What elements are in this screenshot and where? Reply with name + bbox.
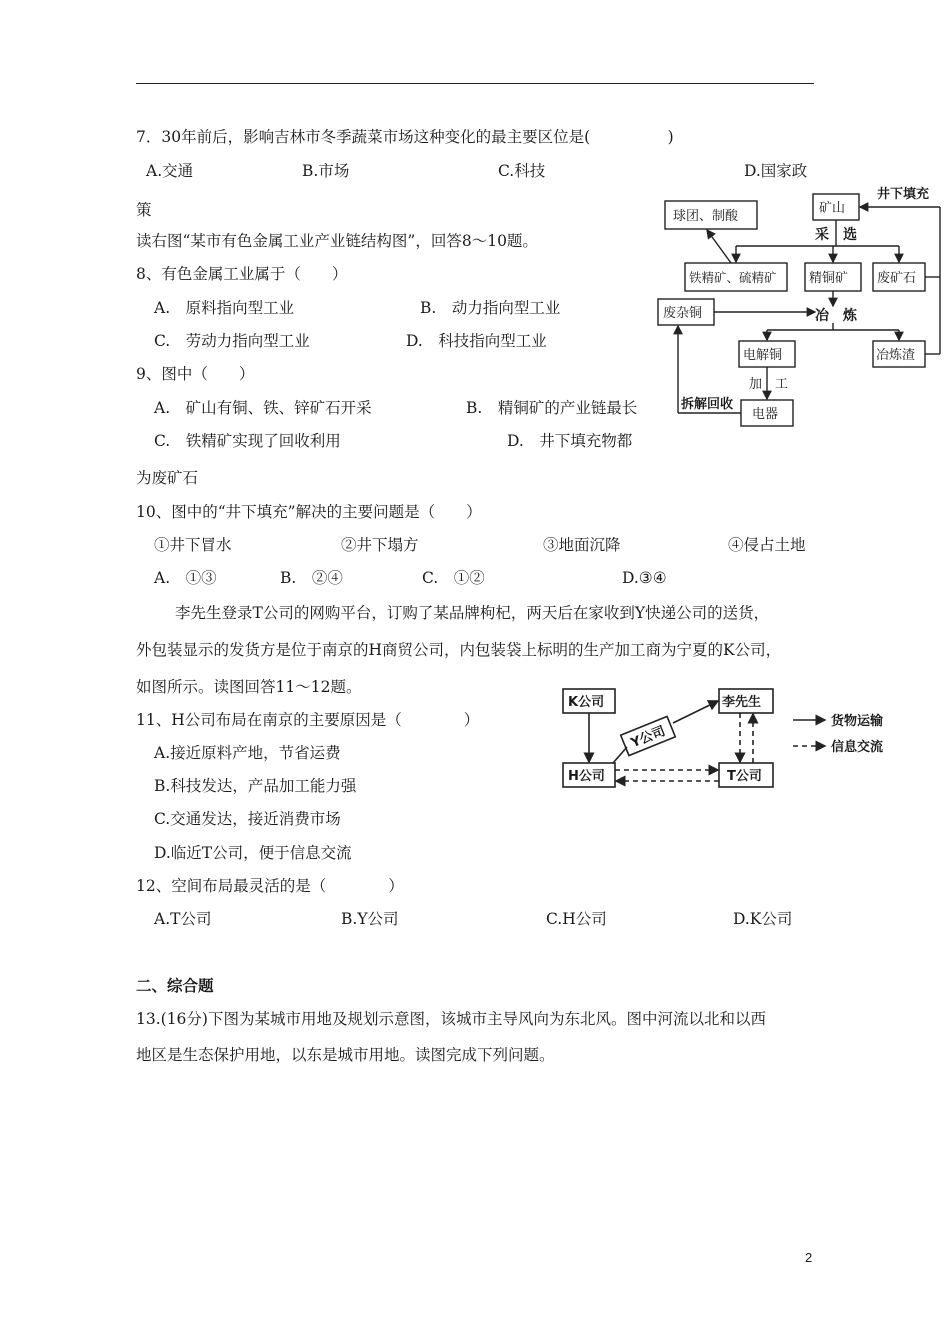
q7-option-d-continued: 策	[136, 201, 152, 219]
q7-option-c: C.科技	[498, 162, 546, 180]
label-kuangshan: 矿山	[819, 201, 846, 216]
q8-option-d: D. 科技指向型工业	[406, 332, 547, 350]
q7-option-a: A.交通	[146, 162, 194, 180]
q9-option-d-continued: 为废矿石	[136, 469, 199, 487]
q12-option-b: B.Y公司	[341, 910, 399, 928]
q10-item-2: ②井下塌方	[341, 536, 419, 554]
legend-info: 信息交流	[831, 740, 884, 755]
label-y: Y公司	[629, 723, 668, 752]
passage-line-2: 外包装显示的发货方是位于南京的H商贸公司，内包装袋上标明的生产加工商为宁夏的K公司，	[136, 641, 782, 659]
label-dianqi: 电器	[752, 407, 779, 422]
q12-option-c: C.H公司	[546, 910, 607, 928]
industry-chain-diagram	[655, 178, 947, 434]
label-li: 李先生	[722, 695, 762, 710]
q8-option-b: B. 动力指向型工业	[420, 299, 561, 317]
page-number: 2	[805, 1250, 813, 1265]
intro-8-10: 读右图“某市有色金属工业产业链结构图”，回答8～10题。	[136, 232, 538, 250]
q13-line-2: 地区是生态保护用地，以东是城市用地。读图完成下列问题。	[136, 1046, 555, 1064]
q12-option-d: D.K公司	[733, 910, 793, 928]
label-caixuan: 采 选	[815, 227, 857, 243]
section-title: 二、综合题	[136, 977, 214, 995]
label-k: K公司	[568, 695, 605, 710]
company-flow-diagram	[555, 683, 905, 795]
passage-line-3: 如图所示。读图回答11～12题。	[136, 678, 362, 696]
q8-option-c: C. 劳动力指向型工业	[154, 332, 310, 350]
q10-item-4: ④侵占土地	[728, 536, 806, 554]
label-yezha: 冶炼渣	[876, 348, 916, 363]
label-jiagong: 加 工	[749, 377, 789, 392]
q9-option-c: C. 铁精矿实现了回收利用	[154, 432, 341, 450]
label-jingxia: 井下填充	[877, 187, 930, 202]
q10-stem: 10、图中的“井下填充”解决的主要问题是（ ）	[136, 503, 482, 521]
q12-option-a: A.T公司	[154, 910, 212, 928]
q11-option-a: A.接近原料产地，节省运费	[154, 744, 341, 762]
q9-option-d: D. 井下填充物都	[507, 432, 633, 450]
q9-option-a: A. 矿山有铜、铁、锌矿石开采	[154, 399, 372, 417]
label-feizatong: 废杂铜	[663, 306, 703, 321]
q11-stem: 11、H公司布局在南京的主要原因是（ ）	[136, 711, 480, 729]
q7-stem: 7．30年前后，影响吉林市冬季蔬菜市场这种变化的最主要区位是( )	[136, 128, 674, 146]
passage-line-1: 李先生登录T公司的网购平台，订购了某品牌枸杞，两天后在家收到Y快递公司的送货，	[175, 604, 770, 622]
q11-option-d: D.临近T公司，便于信息交流	[154, 844, 352, 862]
q10-item-3: ③地面沉降	[543, 536, 621, 554]
label-feikuang: 废矿石	[877, 271, 917, 286]
q10-option-c: C. ①②	[422, 569, 485, 587]
legend-goods: 货物运输	[831, 714, 884, 729]
q12-stem: 12、空间布局最灵活的是（ ）	[136, 877, 404, 895]
q10-option-a: A. ①③	[154, 569, 217, 587]
label-yelian: 冶 炼	[815, 308, 857, 324]
label-h: H公司	[568, 769, 605, 784]
q10-option-d: D.③④	[622, 569, 667, 587]
label-chaijie: 拆解回收	[681, 397, 734, 412]
label-qiutuan: 球团、制酸	[673, 209, 739, 224]
header-rule	[136, 83, 814, 84]
q8-stem: 8、有色金属工业属于（ ）	[136, 265, 348, 283]
q7-option-d: D.国家政	[744, 162, 808, 180]
q10-option-b: B. ②④	[280, 569, 343, 587]
q9-option-b: B. 精铜矿的产业链最长	[466, 399, 638, 417]
label-jingtong: 精铜矿	[809, 271, 849, 286]
q9-stem: 9、图中（ ）	[136, 365, 255, 383]
q7-option-b: B.市场	[302, 162, 350, 180]
label-diantong: 电解铜	[743, 348, 783, 363]
q13-line-1: 13.(16分)下图为某城市用地及规划示意图，该城市主导风向为东北风。图中河流以北和以西	[136, 1010, 766, 1028]
q8-option-a: A. 原料指向型工业	[154, 299, 295, 317]
q11-option-c: C.交通发达，接近消费市场	[154, 810, 341, 828]
label-tiejing: 铁精矿、硫精矿	[689, 270, 777, 285]
q11-option-b: B.科技发达，产品加工能力强	[154, 777, 357, 795]
q10-item-1: ①井下冒水	[154, 536, 232, 554]
label-t: T公司	[727, 769, 762, 784]
